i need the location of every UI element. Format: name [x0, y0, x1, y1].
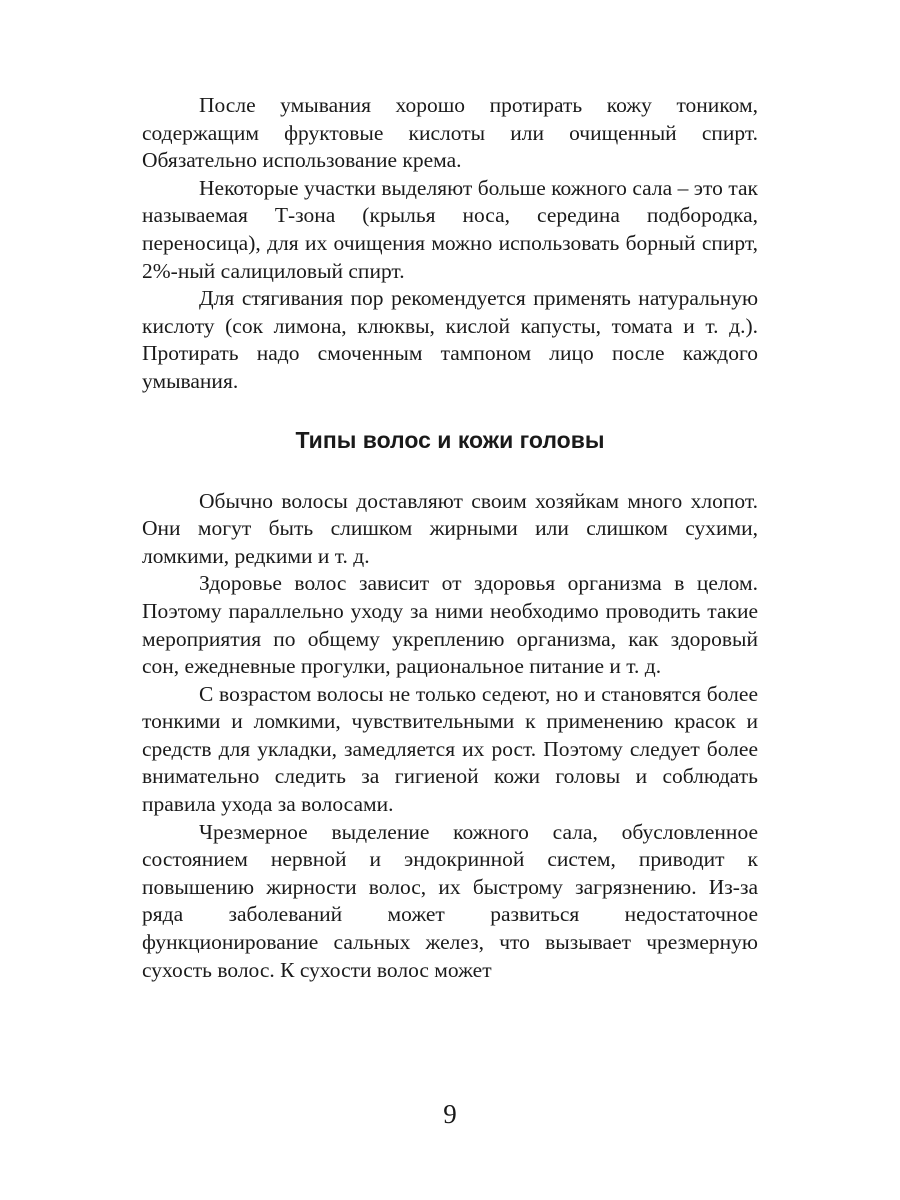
section-heading: Типы волос и кожи головы — [295, 426, 605, 453]
page-body — [142, 92, 758, 984]
paragraph-hair-health: Здоровье волос зависит от здоровья организма в целом. Поэтому параллельно уходу за ними необходимо проводить такие мероприятия по общему укреплению организма, как здоровый сон, ежедневные прогулки, рациональное питание и т. д. — [142, 571, 758, 679]
paragraph-t-zone: Некоторые участки выделяют больше кожного сала – это так называемая Т-зона (крылья носа, середина подбородка, переносица), для их очищения можно использовать борный спирт, 2%-ный салициловый спирт. — [142, 175, 758, 283]
paragraph-hair-age: С возрастом волосы не только седеют, но и становятся более тонкими и ломкими, чувствительными к применению красок и средств для укладки, замедляется их рост. Поэтому следует более внимательно следить за гигиеной кожи головы и соблюдать правила ухода за волосами. — [142, 681, 758, 817]
paragraph-pores: Для стягивания пор рекомендуется применять натуральную кислоту (сок лимона, клюквы, кислой капусты, томата и т. д.). Протирать надо смоченным тампоном лицо после каждого умывания. — [142, 286, 758, 393]
paragraph-sebum: Чрезмерное выделение кожного сала, обусловленное состоянием нервной и эндокринной систем, приводит к повышению жирности волос, их быстрому загрязнению. Из-за ряда заболеваний может развиться недостаточное функционирование сальных желез, что вызывает чрезмерную сухость волос. К сухости волос может — [142, 819, 758, 982]
page-number: 9 — [443, 1099, 457, 1129]
paragraph-hair-troubles: Обычно волосы доставляют своим хозяйкам много хлопот. Они могут быть слишком жирными или слишком сухими, ломкими, редкими и т. д. — [142, 488, 758, 568]
paragraph-toner: После умывания хорошо протирать кожу тоником, содержащим фруктовые кислоты или очищенный спирт. Обязательно использование крема. — [142, 93, 758, 173]
